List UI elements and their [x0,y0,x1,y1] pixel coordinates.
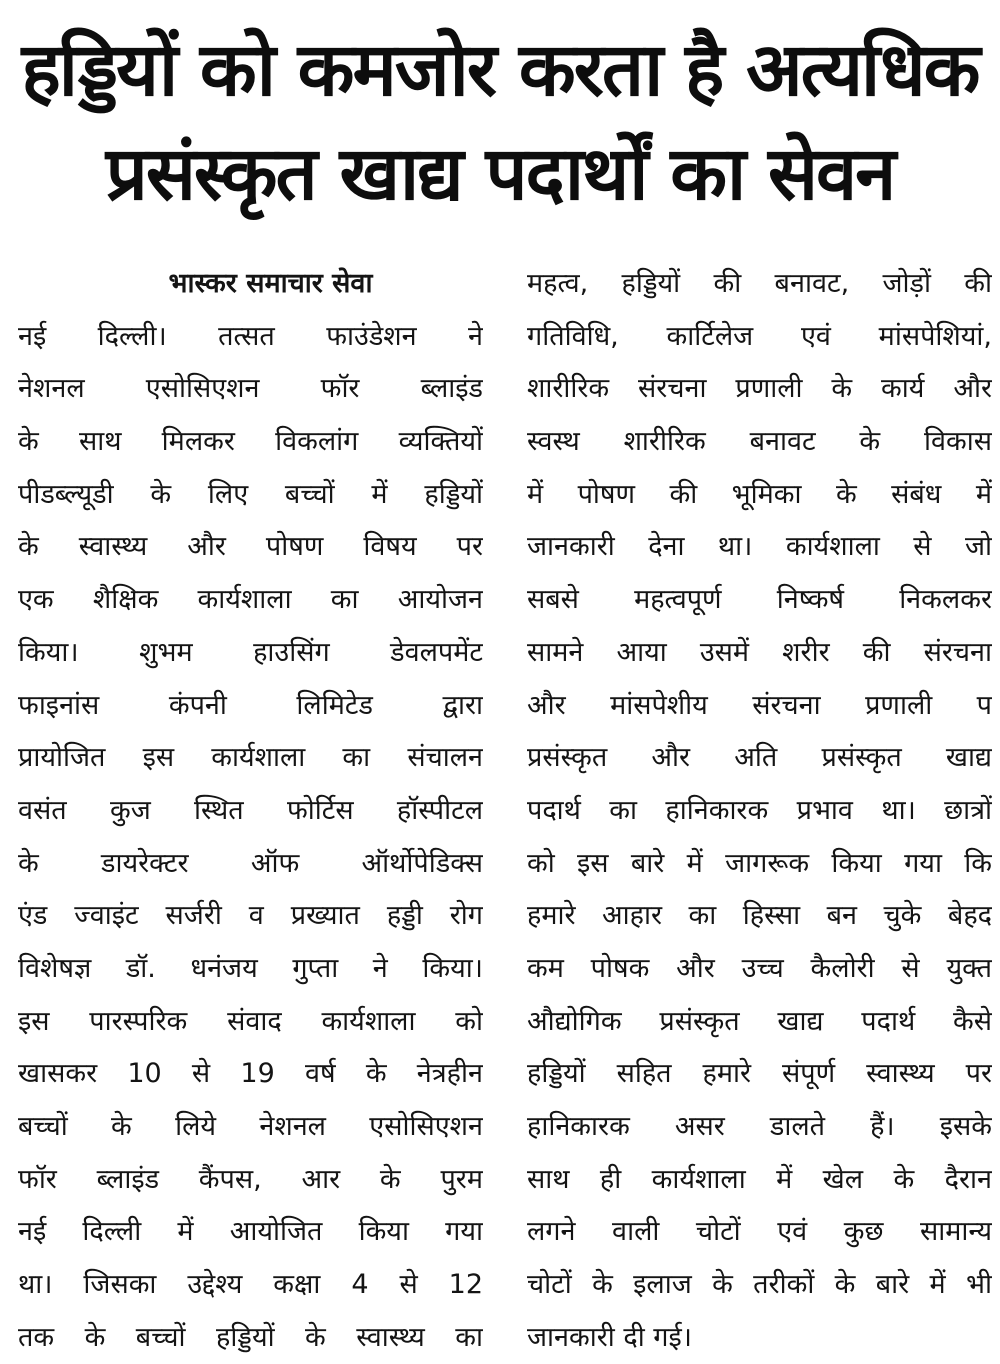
article-line: एक शैक्षिक कार्यशाला का आयोजन [18,584,483,616]
article-line: नई दिल्ली में आयोजित किया गया [18,1216,483,1248]
article-line: एंड ज्वाइंट सर्जरी व प्रख्यात हड्डी रोग [18,900,483,932]
article-line: हानिकारक असर डालते हैं। इसके [527,1111,992,1142]
article-line: को इस बारे में जागरूक किया गया कि [527,847,992,879]
headline [0,18,1000,226]
article-line: लगने वाली चोटों एवं कुछ सामान्य [527,1216,992,1248]
article-line: तक के बच्चों हड्डियों के स्वास्थ्य का [18,1321,483,1353]
article-line: के डायरेक्टर ऑफ ऑर्थोपेडिक्स [18,847,483,879]
article-line: कम पोषक और उच्च कैलोरी से युक्त [527,952,992,984]
article-line: खासकर 10 से 19 वर्ष के नेत्रहीन [18,1058,483,1090]
article-line: स्वस्थ शारीरिक बनावट के विकास [527,426,992,458]
article-line: हड्डियों सहित हमारे संपूर्ण स्वास्थ्य पर [527,1058,992,1090]
byline: भास्कर समाचार सेवा [168,268,373,299]
left-column-text [18,311,483,1364]
article-line: विशेषज्ञ डॉ. धनंजय गुप्ता ने किया। [18,952,483,984]
article-line: था। जिसका उद्देश्य कक्षा 4 से 12 [18,1269,483,1301]
right-column-text [527,258,992,1364]
article-line: किया। शुभम हाउसिंग डेवलपमेंट [18,636,483,668]
article-line: सबसे महत्वपूर्ण निष्कर्ष निकलकर [527,584,992,616]
article-line: जानकारी दी गई। [527,1321,692,1353]
article-line: नई दिल्ली। तत्सत फाउंडेशन ने [18,320,483,352]
article-line: औद्योगिक प्रसंस्कृत खाद्य पदार्थ कैसे [527,1005,992,1037]
article-line: जानकारी देना था। कार्यशाला से जो [527,531,992,563]
article-line: नेशनल एसोसिएशन फॉर ब्लाइंड [18,373,483,405]
headline-line-2: प्रसंस्कृत खाद्य पदार्थों का सेवन [105,131,895,217]
article-column-left [18,258,483,1364]
article-line: में पोषण की भूमिका के संबंध में [527,478,992,510]
article-line: के साथ मिलकर विकलांग व्यक्तियों [18,426,483,458]
article-column-right [527,258,992,1364]
article-line: पीडब्ल्यूडी के लिए बच्चों में हड्डियों [18,478,483,510]
article-line: गतिविधि, कार्टिलेज एवं मांसपेशियां, [527,320,992,352]
article-line: प्रसंस्कृत और अति प्रसंस्कृत खाद्य [527,742,992,774]
article-line: सामने आया उसमें शरीर की संरचना [527,636,992,668]
article-line: इस पारस्परिक संवाद कार्यशाला को [18,1005,483,1037]
article-line: हमारे आहार का हिस्सा बन चुके बेहद [527,900,992,932]
article-line: प्रायोजित इस कार्यशाला का संचालन [18,742,483,774]
article-line: शारीरिक संरचना प्रणाली के कार्य और [527,373,992,405]
article-line: बच्चों के लिये नेशनल एसोसिएशन [18,1111,483,1142]
article-line: और मांसपेशीय संरचना प्रणाली प [527,689,992,721]
article-line: पदार्थ का हानिकारक प्रभाव था। छात्रों [527,794,992,826]
article-line: वसंत कुज स्थित फोर्टिस हॉस्पीटल [18,794,483,826]
article-line: फाइनांस कंपनी लिमिटेड द्वारा [18,689,483,721]
article-line: चोटों के इलाज के तरीकों के बारे में भी [527,1269,992,1301]
article-line: साथ ही कार्यशाला में खेल के दैरान [527,1163,992,1195]
article-line: के स्वास्थ्य और पोषण विषय पर [18,531,483,563]
headline-line-1: हड्डियों को कमजोर करता है अत्यधिक [21,27,979,113]
article-line: फॉर ब्लाइंड कैंपस, आर के पुरम [18,1163,483,1195]
article-line: महत्व, हड्डियों की बनावट, जोड़ों की [527,268,992,299]
